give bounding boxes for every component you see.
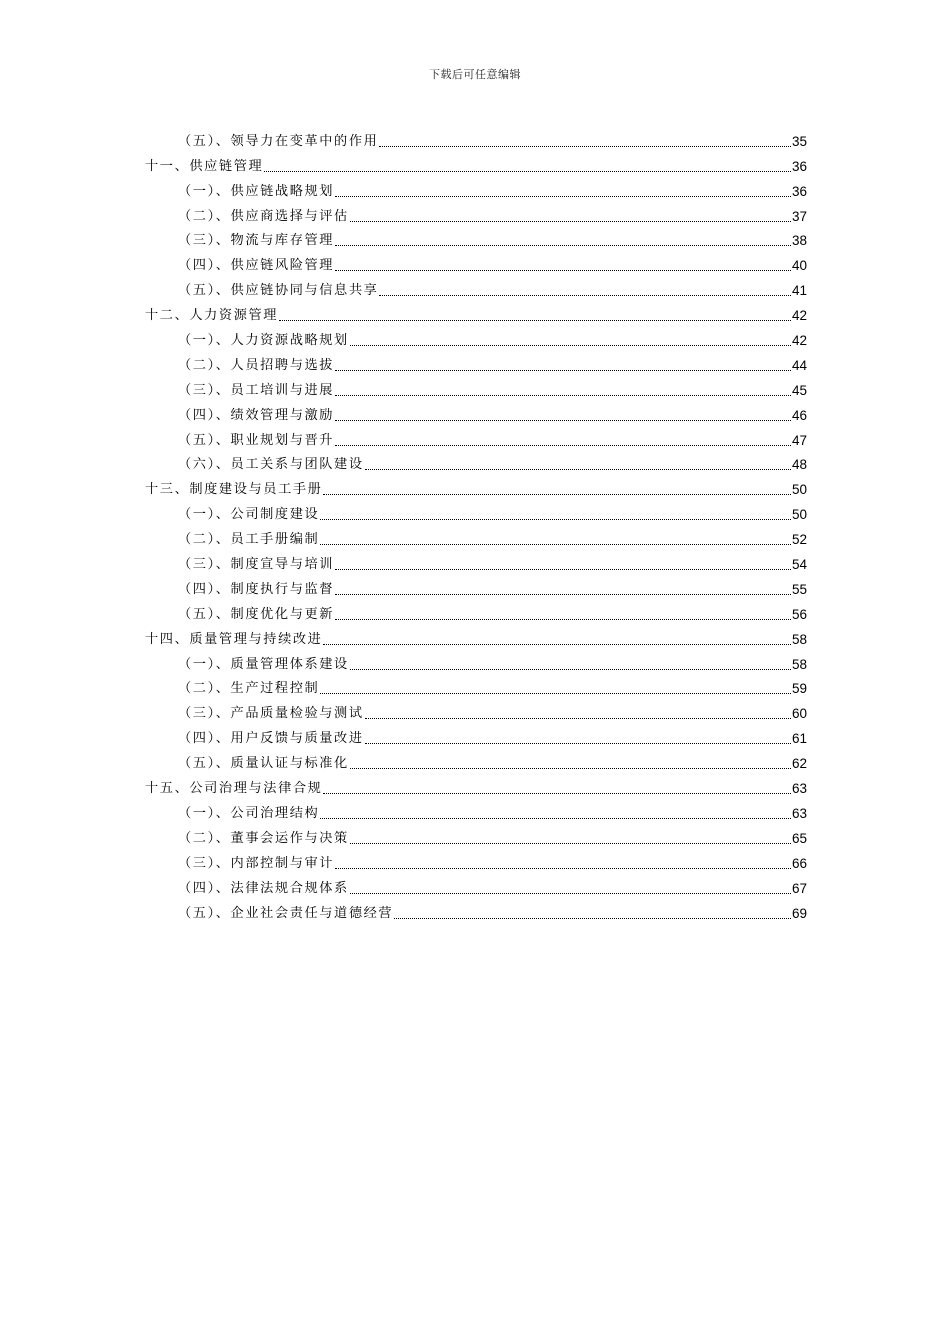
toc-entry-title: 十一、供应链管理	[145, 158, 264, 174]
toc-section-entry[interactable]	[145, 748, 807, 773]
toc-entry-title: （五）、职业规划与晋升	[178, 432, 335, 448]
toc-dot-leader	[320, 693, 791, 694]
toc-entry-title: （三）、制度宣导与培训	[178, 557, 335, 573]
toc-page-number: 50	[791, 507, 807, 523]
toc-section-entry[interactable]	[145, 275, 807, 300]
toc-section-entry[interactable]	[145, 649, 807, 674]
toc-section-entry[interactable]	[145, 723, 807, 748]
toc-entry-title: （四）、绩效管理与激励	[178, 407, 335, 423]
toc-entry-title: （四）、制度执行与监督	[178, 581, 335, 597]
page-header: 下载后可任意编辑	[429, 68, 521, 81]
toc-page-number: 69	[791, 905, 807, 921]
toc-page-number: 62	[791, 756, 807, 772]
toc-dot-leader	[279, 320, 791, 321]
toc-section-entry[interactable]	[145, 549, 807, 574]
toc-dot-leader	[350, 345, 791, 346]
toc-entry-title: （五）、质量认证与标准化	[178, 756, 349, 772]
toc-dot-leader	[335, 196, 791, 197]
toc-entry-title: （四）、用户反馈与质量改进	[178, 731, 364, 747]
toc-page-number: 46	[791, 407, 807, 423]
toc-dot-leader	[320, 544, 791, 545]
toc-page-number: 41	[791, 283, 807, 299]
toc-page-number: 44	[791, 357, 807, 373]
toc-section-entry[interactable]	[145, 798, 807, 823]
toc-section-entry[interactable]	[145, 201, 807, 226]
toc-section-entry[interactable]	[145, 350, 807, 375]
toc-entry-title: （三）、员工培训与进展	[178, 382, 335, 398]
toc-page-number: 42	[791, 308, 807, 324]
toc-page-number: 66	[791, 855, 807, 871]
toc-entry-title: （一）、公司治理结构	[178, 805, 320, 821]
toc-section-entry[interactable]	[145, 524, 807, 549]
toc-section-entry[interactable]	[145, 674, 807, 699]
toc-dot-leader	[350, 843, 791, 844]
toc-dot-leader	[394, 918, 791, 919]
toc-dot-leader	[335, 420, 791, 421]
toc-section-entry[interactable]	[145, 574, 807, 599]
toc-dot-leader	[335, 868, 791, 869]
toc-page-number: 55	[791, 581, 807, 597]
toc-page-number: 36	[791, 183, 807, 199]
toc-dot-leader	[350, 221, 791, 222]
toc-dot-leader	[379, 146, 791, 147]
toc-page-number: 54	[791, 557, 807, 573]
toc-section-entry[interactable]	[145, 325, 807, 350]
toc-page-number: 50	[791, 482, 807, 498]
toc-entry-title: 十三、制度建设与员工手册	[145, 482, 323, 498]
toc-chapter-entry[interactable]	[145, 773, 807, 798]
toc-entry-title: （五）、领导力在变革中的作用	[178, 133, 379, 149]
toc-section-entry[interactable]	[145, 499, 807, 524]
toc-dot-leader	[335, 445, 791, 446]
toc-entry-title: （一）、供应链战略规划	[178, 183, 335, 199]
toc-dot-leader	[350, 893, 791, 894]
toc-page-number: 38	[791, 233, 807, 249]
toc-dot-leader	[335, 569, 791, 570]
toc-entry-title: （三）、产品质量检验与测试	[178, 706, 364, 722]
toc-page-number: 35	[791, 133, 807, 149]
toc-page-number: 63	[791, 805, 807, 821]
toc-section-entry[interactable]	[145, 599, 807, 624]
toc-entry-title: （五）、制度优化与更新	[178, 606, 335, 622]
toc-section-entry[interactable]	[145, 375, 807, 400]
toc-entry-title: （二）、董事会运作与决策	[178, 830, 349, 846]
toc-dot-leader	[320, 818, 791, 819]
toc-page-number: 67	[791, 880, 807, 896]
toc-section-entry[interactable]	[145, 176, 807, 201]
toc-dot-leader	[350, 669, 791, 670]
toc-entry-title: 十五、公司治理与法律合规	[145, 781, 323, 797]
toc-page-number: 47	[791, 432, 807, 448]
toc-entry-title: （三）、内部控制与审计	[178, 855, 335, 871]
toc-dot-leader	[320, 519, 791, 520]
toc-entry-title: （二）、人员招聘与选拔	[178, 357, 335, 373]
toc-page-number: 45	[791, 382, 807, 398]
toc-dot-leader	[335, 245, 791, 246]
toc-page-number: 42	[791, 333, 807, 349]
toc-dot-leader	[264, 171, 791, 172]
toc-chapter-entry[interactable]	[145, 300, 807, 325]
toc-page-number: 37	[791, 208, 807, 224]
toc-chapter-entry[interactable]	[145, 624, 807, 649]
toc-page-number: 60	[791, 706, 807, 722]
toc-entry-title: （二）、供应商选择与评估	[178, 208, 349, 224]
toc-page-number: 56	[791, 606, 807, 622]
toc-entry-title: （二）、生产过程控制	[178, 681, 320, 697]
toc-dot-leader	[335, 594, 791, 595]
toc-section-entry[interactable]	[145, 898, 807, 923]
toc-section-entry[interactable]	[145, 873, 807, 898]
toc-dot-leader	[335, 619, 791, 620]
toc-entry-title: （六）、员工关系与团队建设	[178, 457, 364, 473]
toc-page-number: 59	[791, 681, 807, 697]
toc-entry-title: 十四、质量管理与持续改进	[145, 631, 323, 647]
toc-entry-title: （三）、物流与库存管理	[178, 233, 335, 249]
toc-dot-leader	[323, 793, 791, 794]
toc-dot-leader	[365, 469, 791, 470]
table-of-contents	[145, 126, 807, 923]
toc-section-entry[interactable]	[145, 450, 807, 475]
toc-page-number: 65	[791, 830, 807, 846]
toc-section-entry[interactable]	[145, 226, 807, 251]
toc-dot-leader	[335, 370, 791, 371]
toc-entry-title: （一）、公司制度建设	[178, 507, 320, 523]
toc-entry-title: （一）、质量管理体系建设	[178, 656, 349, 672]
toc-dot-leader	[365, 718, 791, 719]
toc-entry-title: （五）、企业社会责任与道德经营	[178, 905, 394, 921]
toc-entry-title: （二）、员工手册编制	[178, 532, 320, 548]
toc-section-entry[interactable]	[145, 848, 807, 873]
toc-page-number: 40	[791, 258, 807, 274]
toc-section-entry[interactable]	[145, 823, 807, 848]
toc-dot-leader	[335, 395, 791, 396]
toc-page-number: 61	[791, 731, 807, 747]
toc-entry-title: 十二、人力资源管理	[145, 308, 279, 324]
toc-dot-leader	[323, 644, 791, 645]
toc-dot-leader	[335, 270, 791, 271]
toc-dot-leader	[365, 743, 791, 744]
toc-section-entry[interactable]	[145, 126, 807, 151]
toc-entry-title: （五）、供应链协同与信息共享	[178, 283, 379, 299]
toc-page-number: 48	[791, 457, 807, 473]
toc-dot-leader	[379, 295, 791, 296]
toc-section-entry[interactable]	[145, 698, 807, 723]
toc-entry-title: （四）、供应链风险管理	[178, 258, 335, 274]
toc-page-number: 63	[791, 781, 807, 797]
toc-section-entry[interactable]	[145, 250, 807, 275]
toc-page-number: 58	[791, 656, 807, 672]
toc-dot-leader	[350, 768, 791, 769]
toc-chapter-entry[interactable]	[145, 151, 807, 176]
toc-page-number: 36	[791, 158, 807, 174]
toc-section-entry[interactable]	[145, 400, 807, 425]
toc-page-number: 52	[791, 532, 807, 548]
toc-chapter-entry[interactable]	[145, 474, 807, 499]
toc-dot-leader	[323, 494, 791, 495]
toc-entry-title: （一）、人力资源战略规划	[178, 333, 349, 349]
toc-entry-title: （四）、法律法规合规体系	[178, 880, 349, 896]
toc-page-number: 58	[791, 631, 807, 647]
toc-section-entry[interactable]	[145, 425, 807, 450]
